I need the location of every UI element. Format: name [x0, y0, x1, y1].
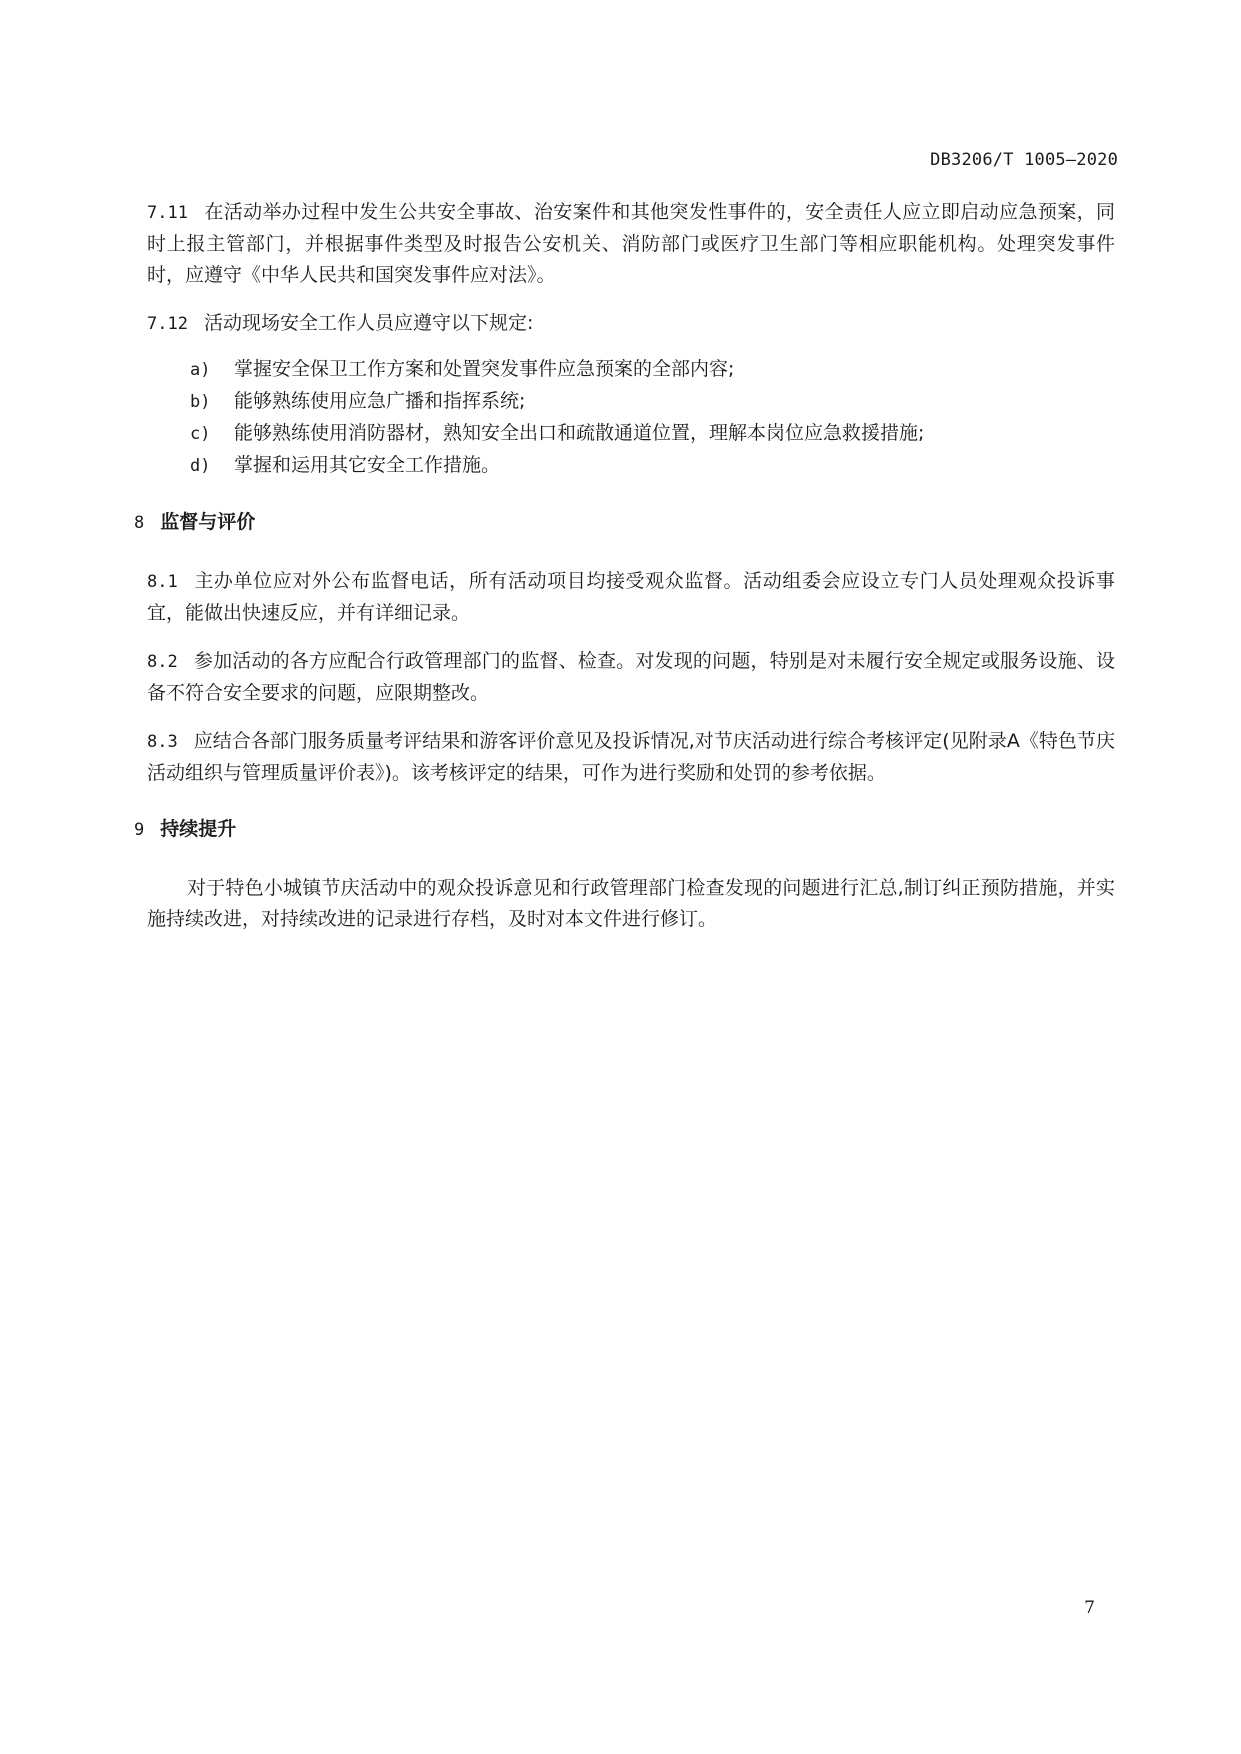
clause-7-11 — [147, 197, 1115, 291]
clause-text: 主办单位应对外公布监督电话，所有活动项目均接受观众监督。活动组委会应设立专门人员处理观众投诉事宜，能做出快速反应，并有详细记录。 — [147, 570, 1115, 624]
clause-text: 活动现场安全工作人员应遵守以下规定: — [203, 312, 534, 334]
clause-7-12-list — [147, 354, 1115, 482]
document-body — [134, 197, 1115, 952]
section-heading-9 — [134, 814, 1115, 846]
list-marker: d) — [190, 456, 211, 476]
clause-8-2 — [147, 646, 1115, 709]
clause-number: 8.3 — [147, 732, 178, 752]
list-item — [190, 386, 1115, 418]
clause-number: 7.11 — [147, 203, 188, 223]
clause-text: 参加活动的各方应配合行政管理部门的监督、检查。对发现的问题，特别是对未履行安全规定或服务设施、设备不符合安全要求的问题，应限期整改。 — [147, 650, 1115, 704]
clause-number: 8.1 — [147, 572, 178, 592]
page-number: 7 — [1084, 1598, 1095, 1618]
list-item — [190, 418, 1115, 450]
list-item-text: 能够熟练使用消防器材，熟知安全出口和疏散通道位置，理解本岗位应急救援措施; — [234, 422, 925, 444]
list-item-text: 掌握安全保卫工作方案和处置突发事件应急预案的全部内容; — [234, 358, 735, 380]
list-item — [190, 450, 1115, 482]
list-item-text: 掌握和运用其它安全工作措施。 — [234, 454, 501, 476]
section-heading-8 — [134, 507, 1115, 539]
clause-number: 8.2 — [147, 652, 178, 672]
list-item-text: 能够熟练使用应急广播和指挥系统; — [234, 390, 526, 412]
section-number: 8 — [134, 513, 145, 533]
standard-code: DB3206/T 1005—2020 — [930, 150, 1118, 170]
section-title: 监督与评价 — [160, 511, 256, 533]
clause-number: 7.12 — [147, 314, 188, 334]
list-marker: c) — [190, 424, 211, 444]
clause-8-3 — [147, 726, 1115, 789]
clause-8-1 — [147, 566, 1115, 629]
clause-7-12 — [147, 308, 1115, 340]
list-marker: b) — [190, 392, 211, 412]
section-9-paragraph: 对于特色小城镇节庆活动中的观众投诉意见和行政管理部门检查发现的问题进行汇总,制订纠正预防措施，并实施持续改进，对持续改进的记录进行存档，及时对本文件进行修订。 — [147, 877, 1115, 930]
clause-text: 应结合各部门服务质量考评结果和游客评价意见及投诉情况,对节庆活动进行综合考核评定(见附录A《特色节庆活动组织与管理质量评价表》)。该考核评定的结果，可作为进行奖励和处罚的参考依据。 — [147, 730, 1115, 784]
list-marker: a) — [190, 360, 211, 380]
clause-text: 在活动举办过程中发生公共安全事故、治安案件和其他突发性事件的，安全责任人应立即启动应急预案，同时上报主管部门，并根据事件类型及时报告公安机关、消防部门或医疗卫生部门等相应职能机构。处理突发事件时，应遵守《中华人民共和国突发事件应对法》。 — [147, 201, 1115, 286]
section-title: 持续提升 — [160, 818, 237, 840]
section-number: 9 — [134, 820, 145, 840]
list-item — [190, 354, 1115, 386]
